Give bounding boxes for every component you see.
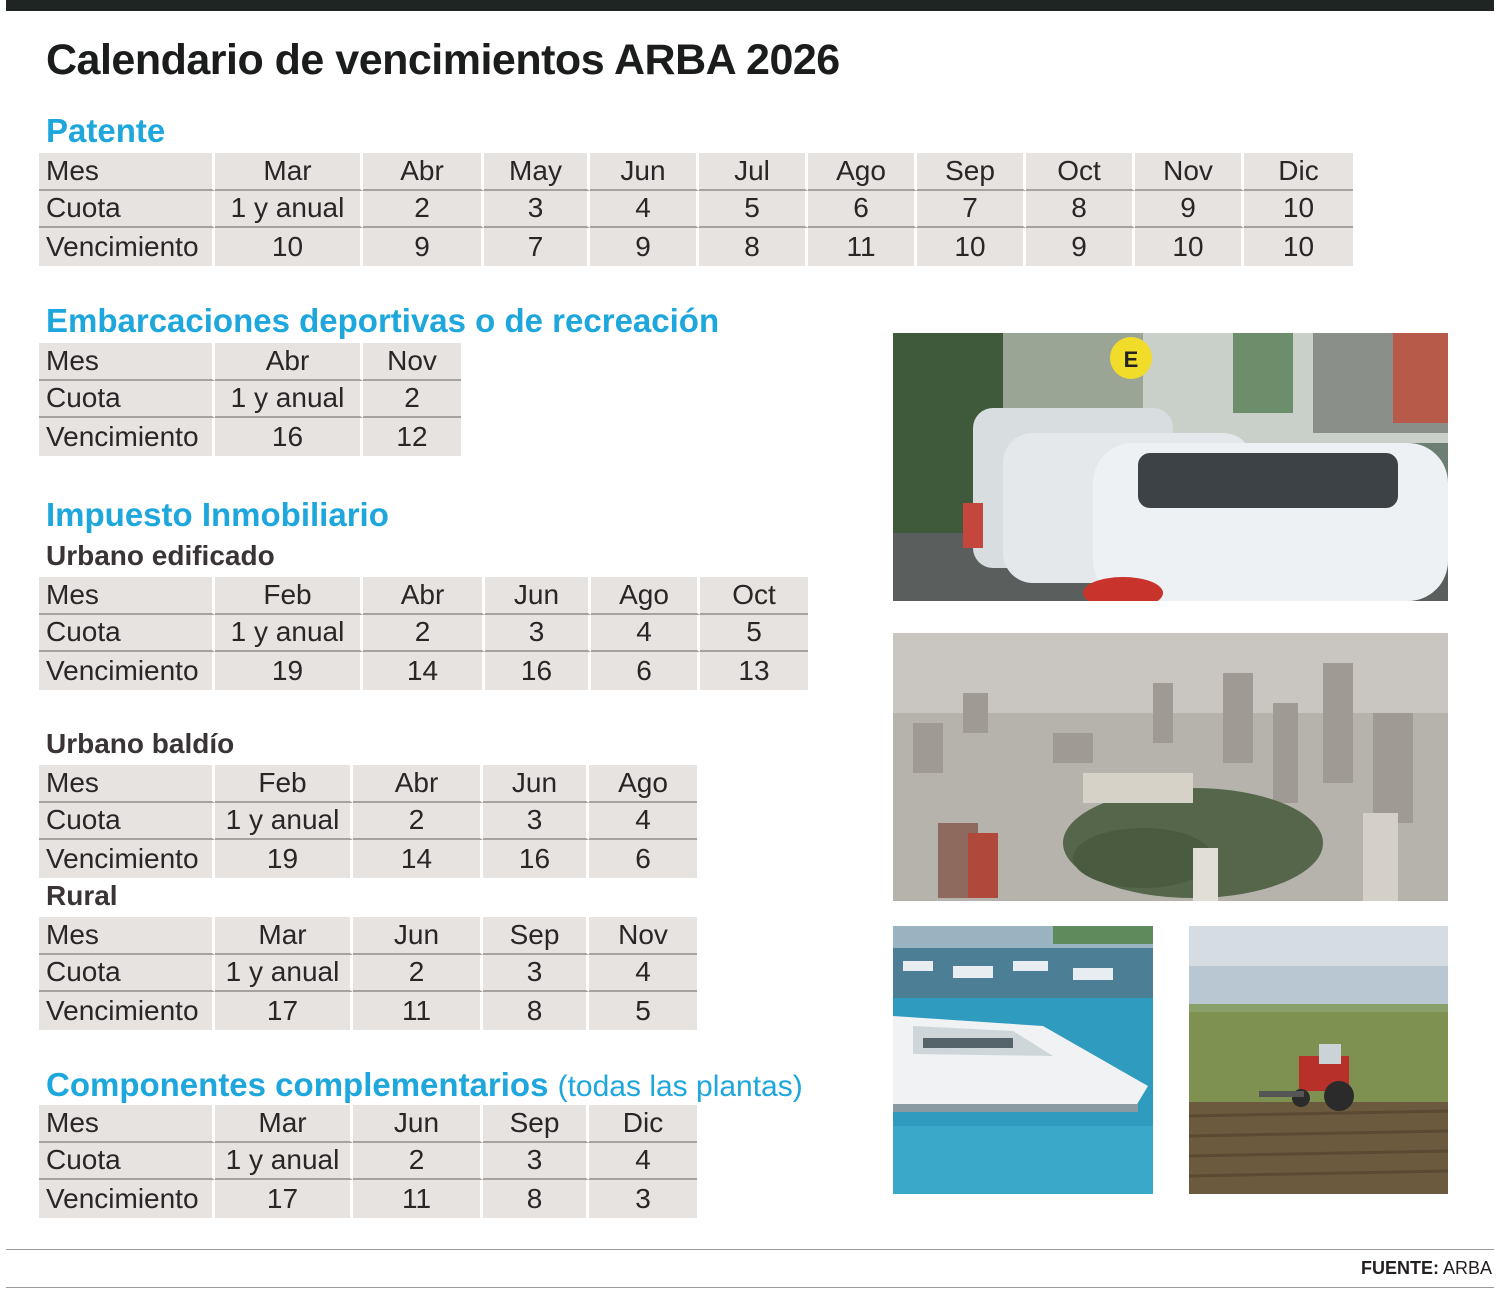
table-cell: 14: [363, 652, 485, 690]
table-cell: 11: [353, 1180, 483, 1218]
urbano-edificado-heading: Urbano edificado: [46, 540, 275, 571]
page-title: Calendario de vencimientos ARBA 2026: [46, 36, 840, 84]
table-row: [39, 153, 1353, 191]
table-cell: 4: [589, 803, 697, 841]
inmobiliario-heading: Impuesto Inmobiliario: [46, 496, 389, 533]
table-cell: 3: [483, 1143, 589, 1181]
table-cell: Jun: [353, 1105, 483, 1143]
table-row: [39, 1105, 697, 1143]
row-label-cell: Vencimiento: [39, 1180, 215, 1218]
table-cell: 9: [363, 228, 484, 266]
table-cell: Jun: [485, 577, 591, 615]
table-cell: Sep: [917, 153, 1026, 191]
traffic-photo: [893, 333, 1448, 601]
table-cell: Sep: [483, 917, 589, 955]
table-cell: 10: [1282, 230, 1315, 262]
table-row: [39, 840, 697, 878]
row-label-cell: Vencimiento: [39, 652, 215, 690]
table-cell: 2: [363, 191, 484, 229]
table-cell: 2: [353, 1143, 483, 1181]
table-row: [39, 992, 697, 1030]
table-cell: Mar: [215, 1105, 353, 1143]
top-rule: [6, 0, 1494, 11]
table-cell: Sep: [483, 1105, 589, 1143]
table-cell: 3: [484, 191, 590, 229]
row-label-cell: Cuota: [39, 191, 215, 229]
table-row: [39, 1180, 697, 1218]
table-cell: 3: [483, 803, 589, 841]
table-cell: Nov: [589, 917, 697, 955]
table-cell: Ago: [589, 765, 697, 803]
table-cell: 3: [483, 955, 589, 993]
table-row: [39, 381, 461, 419]
row-label-cell: Mes: [39, 1105, 215, 1143]
table-cell: Abr: [363, 153, 484, 191]
table-cell: 4: [589, 1143, 697, 1181]
patente-table: [39, 153, 1353, 266]
componentes-heading-note: (todas las plantas): [557, 1070, 803, 1103]
source-value: ARBA: [1442, 1258, 1492, 1278]
source-credit: [1361, 1258, 1492, 1279]
row-label-cell: Vencimiento: [39, 418, 215, 456]
table-cell: 10: [215, 228, 363, 266]
table-cell: 1 y anual: [215, 803, 353, 841]
city-aerial-photo: [893, 633, 1448, 901]
table-cell: 8: [1026, 191, 1135, 229]
table-cell: Abr: [363, 577, 485, 615]
table-row: [39, 418, 461, 456]
table-cell: 19: [215, 840, 353, 878]
row-label-cell: Mes: [39, 917, 215, 955]
table-cell: 17: [215, 992, 353, 1030]
table-cell: 1 y anual: [215, 381, 363, 419]
table-cell: 8: [699, 228, 808, 266]
table-cell: 11: [353, 992, 483, 1030]
embarcaciones-heading: Embarcaciones deportivas o de recreación: [46, 302, 720, 339]
table-row: [39, 652, 808, 690]
table-cell: 2: [353, 803, 483, 841]
table-row: [39, 917, 697, 955]
table-cell: Feb: [215, 765, 353, 803]
table-cell: Nov: [1135, 153, 1244, 191]
table-row: [39, 343, 461, 381]
table-cell: May: [484, 153, 590, 191]
row-label-cell: Mes: [39, 343, 215, 381]
row-label-cell: Vencimiento: [39, 228, 215, 266]
table-cell: Abr: [215, 343, 363, 381]
urbano-edificado-table: [39, 577, 808, 690]
table-cell: 9: [1135, 191, 1244, 229]
table-cell: Ago: [591, 577, 700, 615]
table-cell: 5: [699, 191, 808, 229]
table-cell: 16: [485, 652, 591, 690]
table-cell: 8: [483, 1180, 589, 1218]
row-label-cell: Vencimiento: [39, 992, 215, 1030]
table-cell: 13: [738, 654, 770, 686]
table-cell: 10: [1244, 191, 1353, 229]
row-label-cell: Vencimiento: [39, 840, 215, 878]
table-cell: 17: [215, 1180, 353, 1218]
table-row: [39, 615, 808, 653]
urbano-baldio-heading: Urbano baldío: [46, 728, 235, 759]
table-cell: 5: [700, 615, 808, 653]
row-label-cell: Cuota: [39, 615, 215, 653]
row-label-cell: Cuota: [39, 803, 215, 841]
rural-heading: Rural: [46, 880, 118, 911]
embarcaciones-table: [39, 343, 461, 456]
table-cell: 6: [808, 191, 917, 229]
table-row: [39, 228, 1353, 266]
row-label-cell: Cuota: [39, 955, 215, 993]
table-cell: 4: [589, 955, 697, 993]
table-row: [39, 191, 1353, 229]
table-cell: Oct: [1026, 153, 1135, 191]
table-cell: Jun: [590, 153, 699, 191]
table-cell: 9: [1026, 228, 1135, 266]
table-cell: 4: [591, 615, 700, 653]
table-cell: 8: [483, 992, 589, 1030]
table-cell: 3: [635, 1182, 651, 1214]
table-cell: 9: [590, 228, 699, 266]
table-cell: 16: [215, 418, 363, 456]
row-label-cell: Mes: [39, 765, 215, 803]
table-cell: 6: [635, 842, 651, 874]
table-cell: Jun: [353, 917, 483, 955]
rural-table: [39, 917, 697, 1030]
table-cell: 1 y anual: [215, 191, 363, 229]
footer-rule: [6, 1249, 1494, 1250]
table-cell: 4: [590, 191, 699, 229]
table-row: [39, 765, 697, 803]
table-cell: 2: [363, 615, 485, 653]
bottom-rule: [6, 1287, 1494, 1288]
table-cell: Oct: [700, 577, 808, 615]
table-cell: 7: [917, 191, 1026, 229]
table-row: [39, 1143, 697, 1181]
table-cell: 1 y anual: [215, 615, 363, 653]
table-cell: 3: [485, 615, 591, 653]
row-label-cell: Cuota: [39, 381, 215, 419]
table-cell: 10: [1135, 228, 1244, 266]
table-cell: 2: [353, 955, 483, 993]
boat-photo: [893, 926, 1153, 1194]
table-cell: Mar: [215, 917, 353, 955]
table-cell: Nov: [363, 343, 461, 381]
componentes-heading-main: Componentes complementarios: [46, 1066, 549, 1103]
traffic-sign-letter: E: [1123, 347, 1139, 372]
table-cell: Mar: [215, 153, 363, 191]
componentes-heading: [46, 1066, 803, 1104]
table-cell: 16: [483, 840, 589, 878]
row-label-cell: Mes: [39, 153, 215, 191]
table-cell: 1 y anual: [215, 1143, 353, 1181]
table-cell: 10: [917, 228, 1026, 266]
table-cell: 1 y anual: [215, 955, 353, 993]
table-row: [39, 955, 697, 993]
table-row: [39, 577, 808, 615]
patente-heading: Patente: [46, 112, 166, 149]
table-cell: Jul: [699, 153, 808, 191]
table-cell: 11: [808, 228, 917, 266]
table-cell: Feb: [215, 577, 363, 615]
source-label: FUENTE:: [1360, 1258, 1439, 1278]
table-cell: 5: [635, 994, 651, 1026]
table-row: [39, 803, 697, 841]
table-cell: Dic: [1244, 153, 1353, 191]
table-cell: 2: [363, 381, 461, 419]
table-cell: 7: [484, 228, 590, 266]
table-cell: Dic: [589, 1105, 697, 1143]
row-label-cell: Cuota: [39, 1143, 215, 1181]
table-cell: Jun: [483, 765, 589, 803]
table-cell: 14: [353, 840, 483, 878]
table-cell: 6: [591, 652, 700, 690]
componentes-table: [39, 1105, 697, 1218]
table-cell: Ago: [808, 153, 917, 191]
table-cell: 12: [396, 420, 428, 452]
urbano-baldio-table: [39, 765, 697, 878]
tractor-field-photo: [1189, 926, 1448, 1194]
table-cell: Abr: [353, 765, 483, 803]
row-label-cell: Mes: [39, 577, 215, 615]
table-cell: 19: [215, 652, 363, 690]
